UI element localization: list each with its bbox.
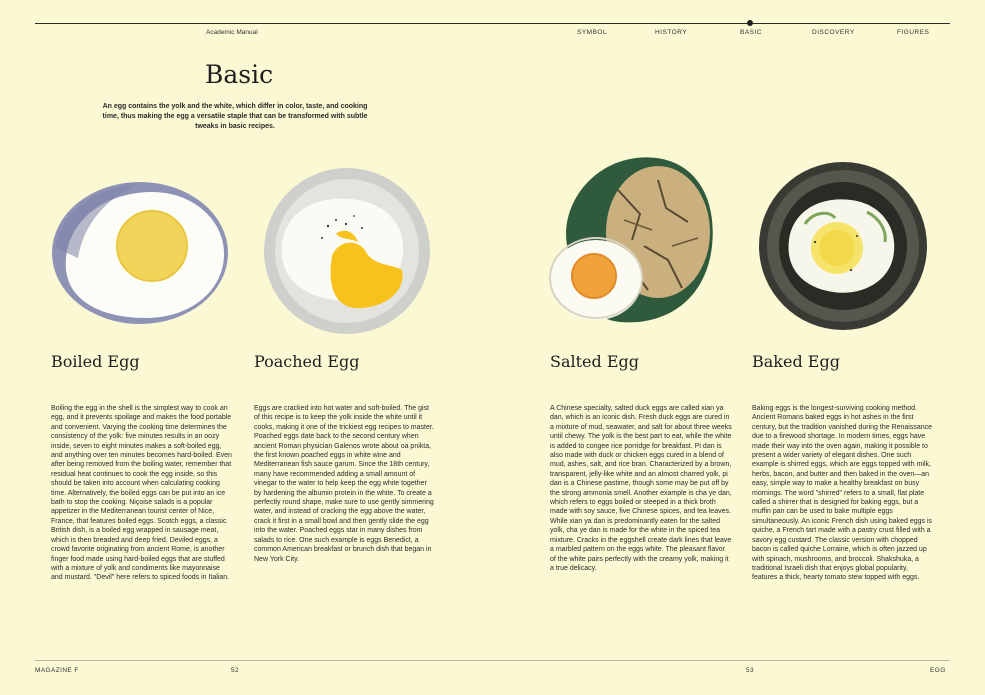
boiled-egg-title: Boiled Egg [51, 352, 140, 371]
baked-egg-body: Baking eggs is the longest-surviving cooking method. Ancient Romans baked eggs in hot ashes in the first century, but the tradition vanished during the Renaissance due to a firewood shortage. In modern times, eggs have made their way into the oven again, making it possible to present a wider variety of elegant dishes. One such example is shirred eggs, which are eggs topped with milk, herbs, bacon, and butter and then baked in the oven—an easy, simple way to make a healthy breakfast on busy mornings. The word "shirred" refers to a small, flat plate called a shirrer that is designed for baking eggs, but a muffin pan can be used to bake multiple eggs simultaneously. An iconic French dish using baked eggs is quiche, a French tart made with a pastry crust filled with a savory egg custard. The classic version with chopped bacon is called quiche Lorraine, which is often jazzed up with spinach, mushrooms, and broccoli. Shakshuka, a traditional Israeli dish that enjoys global popularity, features a thick, hearty tomato stew topped with eggs. [752, 405, 933, 582]
header-rule [35, 23, 950, 24]
nav-discovery[interactable]: DISCOVERY [812, 29, 855, 36]
nav-figures[interactable]: FIGURES [897, 29, 930, 36]
running-title: Academic Manual [206, 29, 258, 36]
footer-rule [35, 660, 950, 661]
baked-egg-illustration [755, 160, 935, 340]
poached-egg-illustration [262, 166, 432, 336]
footer-left-label: MAGAZINE F [35, 667, 79, 674]
poached-egg-title: Poached Egg [254, 352, 360, 371]
page-title: Basic [205, 60, 274, 89]
intro-text: An egg contains the yolk and the white, which differ in color, taste, and cooking time, thus making the egg a versatile staple that can be transformed with subtle tweaks in basic recipes. [102, 103, 368, 130]
boiled-egg-illustration [48, 178, 228, 328]
boiled-egg-body: Boiling the egg in the shell is the simplest way to cook an egg, and it prevents spoilage and makes the food portable and convenient. Varying the cooking time determines the consistency of the yolk: five minutes results in an oozy inside, seven to eight minutes makes a soft-boiled egg, and anything over ten minutes becomes hard-boiled. Even after being removed from the boiling water, remember that residual heat continues to cook the egg inside, so this should be taken into account when calculating cooking time. Alternatively, the boiled eggs can be put into an ice bath to stop the cooking. Niçoise salads is a popular appetizer in the Mediterranean tourist center of Nice, France, that features boiled eggs. Scotch eggs, a classic British dish, is a boiled egg wrapped in sausage meat, which is then breaded and deep fried. Deviled eggs, a crowd favorite originating from ancient Rome, is another finger food made using hard-boiled eggs that are stuffed with a mixture of yolk and condiments like mayonnaise and mustard. "Devil" here refers to spiced foods in Italian. [51, 405, 232, 582]
nav-symbol[interactable]: SYMBOL [577, 29, 608, 36]
poached-egg-body: Eggs are cracked into hot water and soft-boiled. The gist of this recipe is to keep the yolk inside the white until it cooks, making it one of the trickiest egg recipes to master. Poached eggs date back to the second century when ancient Roman physician Galenos wrote about oa pnikta, the first known poached eggs in white wine and Mediterranean fish sauce garum. Since the 18th century, many have recommended adding a small amount of vinegar to the water to help keep the egg white together by hardening the albumin protein in the white. To create a perfectly round shape, make sure to use gently simmering water, and instead of cracking the egg above the water, crack it first in a small bowl and then gently slide the egg into the water. Poached eggs star in many dishes from salads to rice. One such example is eggs Benedict, a common American breakfast or brunch dish that began in New York City. [254, 405, 434, 563]
active-section-dot [747, 20, 753, 26]
salted-egg-illustration [548, 150, 723, 330]
salted-egg-body: A Chinese specialty, salted duck eggs are called xian ya dan, which is an iconic dish. Fresh duck eggs are cured in a mixture of mud, seawater, and salt for about three weeks until chewy. The yolk is the best part to eat, while the white is added to congee rice porridge for breakfast. Pi dan is also made with duck or chicken eggs cured in a blend of mud, ashes, salt, and rice bran. Characterized by a brown, transparent, jelly-like white and an almost charred yolk, pi dan is a Chinese pastime, though some may be put off by the strong ammonia smell. Another example is cha ye dan, which refers to eggs boiled or steeped in a thick broth made with soy sauce, five Chinese spices, and tea leaves. While xian ya dan is predominantly eaten for the salted yolk, cha ye dan is made for the white in the spiced tea mixture. Cracks in the eggshell create dark lines that leave a marbled pattern on the eggs white. The pleasant flavor of the white pairs perfectly with the creamy yolk, making it a true delicacy. [550, 405, 732, 572]
nav-history[interactable]: HISTORY [655, 29, 688, 36]
page-number-left: 52 [231, 667, 240, 674]
page-number-right: 53 [746, 667, 755, 674]
baked-egg-title: Baked Egg [752, 352, 840, 371]
salted-egg-title: Salted Egg [550, 352, 640, 371]
footer-right-label: EGG [930, 667, 946, 674]
nav-basic[interactable]: BASIC [740, 29, 763, 36]
